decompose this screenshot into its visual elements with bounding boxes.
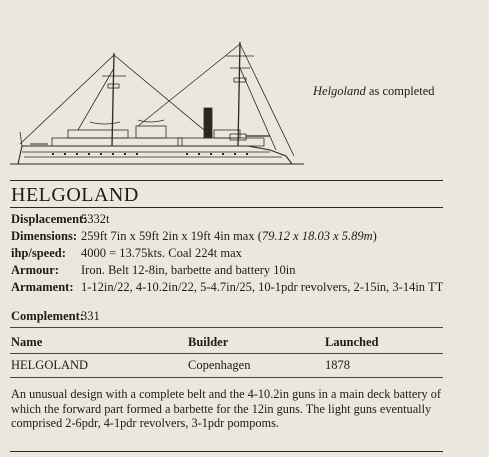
caption-ship-name: Helgoland bbox=[313, 84, 366, 98]
cell-builder: Copenhagen bbox=[188, 358, 251, 372]
cell-name: HELGOLAND bbox=[11, 358, 89, 372]
spec-label: ihp/speed: bbox=[11, 246, 66, 260]
ship-profile-drawing bbox=[8, 38, 308, 178]
spec-label: Displacement: bbox=[11, 212, 88, 226]
table-top-rule bbox=[10, 327, 443, 328]
spec-label: Armour: bbox=[11, 263, 59, 277]
table-header-rule bbox=[10, 353, 443, 354]
bottom-rule bbox=[10, 451, 443, 452]
spec-value-imperial: 259ft 7in x 59ft 2in x 19ft 4in max ( bbox=[81, 229, 262, 243]
top-rule bbox=[10, 180, 443, 181]
spec-value: Iron. Belt 12-8in, barbette and battery 10in bbox=[81, 263, 296, 277]
table-bottom-rule bbox=[10, 377, 443, 378]
figure-caption bbox=[313, 84, 435, 99]
spec-label: Armament: bbox=[11, 280, 74, 294]
caption-text: as completed bbox=[365, 84, 435, 98]
spec-value: 5332t bbox=[81, 212, 110, 226]
spec-label: Complement: bbox=[11, 309, 84, 323]
spec-value bbox=[81, 230, 377, 243]
column-header-launched: Launched bbox=[325, 335, 379, 349]
spec-label: Dimensions: bbox=[11, 229, 77, 243]
spec-value: 1-12in/22, 4-10.2in/22, 5-4.7in/25, 10-1pdr revolvers, 2-15in, 3-14in TT bbox=[81, 280, 444, 294]
ship-title: HELGOLAND bbox=[11, 184, 139, 206]
column-header-name: Name bbox=[11, 335, 43, 349]
spec-value-close: ) bbox=[372, 229, 377, 243]
cell-launched: 1878 bbox=[325, 358, 350, 372]
column-header-builder: Builder bbox=[188, 335, 229, 349]
description-paragraph: An unusual design with a complete belt and the 4-10.2in guns in a main deck battery of which the forward part formed a barbette for the 12in guns. The light guns eventually comprised 2-6pdr, 4-1pdr revolvers, 3-1pdr pompoms. bbox=[11, 387, 441, 430]
spec-value: 4000 = 13.75kts. Coal 224t max bbox=[81, 246, 242, 260]
title-rule bbox=[10, 207, 443, 208]
spec-value-metric: 79.12 x 18.03 x 5.89m bbox=[261, 229, 373, 243]
spec-value: 331 bbox=[81, 309, 100, 323]
